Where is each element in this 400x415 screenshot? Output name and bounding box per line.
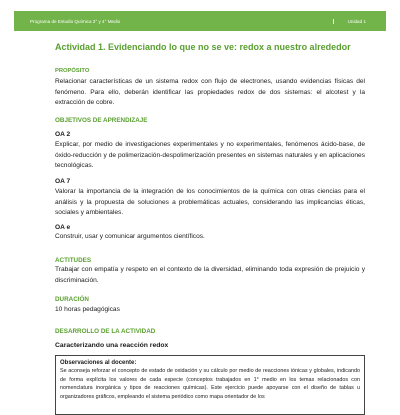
attitudes-heading: ACTITUDES bbox=[55, 257, 92, 264]
objectives-heading: OBJETIVOS DE APRENDIZAJE bbox=[55, 117, 148, 124]
development-subheading: Caracterizando una reacción redox bbox=[55, 342, 169, 349]
purpose-heading: PROPÓSITO bbox=[55, 68, 90, 74]
attitudes-text: Trabajar con empatía y respeto en el contexto de la diversidad, eliminando toda expresión de prejuicio y discriminación. bbox=[55, 266, 365, 284]
objective-code: OA e bbox=[55, 224, 71, 231]
objective-code: OA 2 bbox=[55, 131, 71, 138]
program-name: Programa de Estudio Química 3° y 4° Medio bbox=[30, 18, 121, 24]
objective-text: Valorar la importancia de la integración de los conocimientos de la química con otras ciencias para el análisis y la propuesta de soluciones a problemáticas actuales, considerando las implicancias éticas, sociales y ambientales. bbox=[55, 188, 365, 216]
objective-code: OA 7 bbox=[55, 178, 71, 185]
teacher-notes-title: Observaciones al docente: bbox=[60, 360, 137, 366]
duration-heading: DURACIÓN bbox=[55, 296, 89, 303]
objective-text: Explicar, por medio de investigaciones experimentales y no experimentales, fenómenos ácido-base, de óxido-reducción y de polimerización-despolimerización presentes en sistemas naturales y en aplicaciones tecnológicas. bbox=[55, 141, 365, 169]
unit-label: Unidad 1 bbox=[333, 19, 370, 24]
objective-text: Construir, usar y comunicar argumentos científicos. bbox=[55, 233, 205, 240]
teacher-notes-text: Se aconseja reforzar el concepto de estado de oxidación y su cálculo por medio de reacciones iónicas y globales, indicando de forma explícita los valores de cada especie (conceptos trabajados en 1° medio en los temas relacionados con nomenclatura inorgánica y tipos de reacciones químicas). Este ejercicio puede apoyarse con el diseño de tablas u organizadores gráficos, empleando el sistema periódico como mapa orientador de los bbox=[60, 368, 360, 400]
teacher-notes-box bbox=[55, 355, 365, 415]
duration-text: 10 horas pedagógicas bbox=[55, 306, 120, 313]
purpose-text: Relacionar características de un sistema redox con flujo de electrones, usando evidencias físicas del fenómeno. Para ello, deberán identificar las propiedades redox de dos sistemas: el alcotest y la extracción de cobre. bbox=[55, 78, 365, 106]
development-heading: DESARROLLO DE LA ACTIVIDAD bbox=[55, 328, 156, 335]
page-header bbox=[14, 11, 386, 31]
activity-title: Actividad 1. Evidenciando lo que no se ve: redox a nuestro alrededor bbox=[55, 42, 351, 52]
